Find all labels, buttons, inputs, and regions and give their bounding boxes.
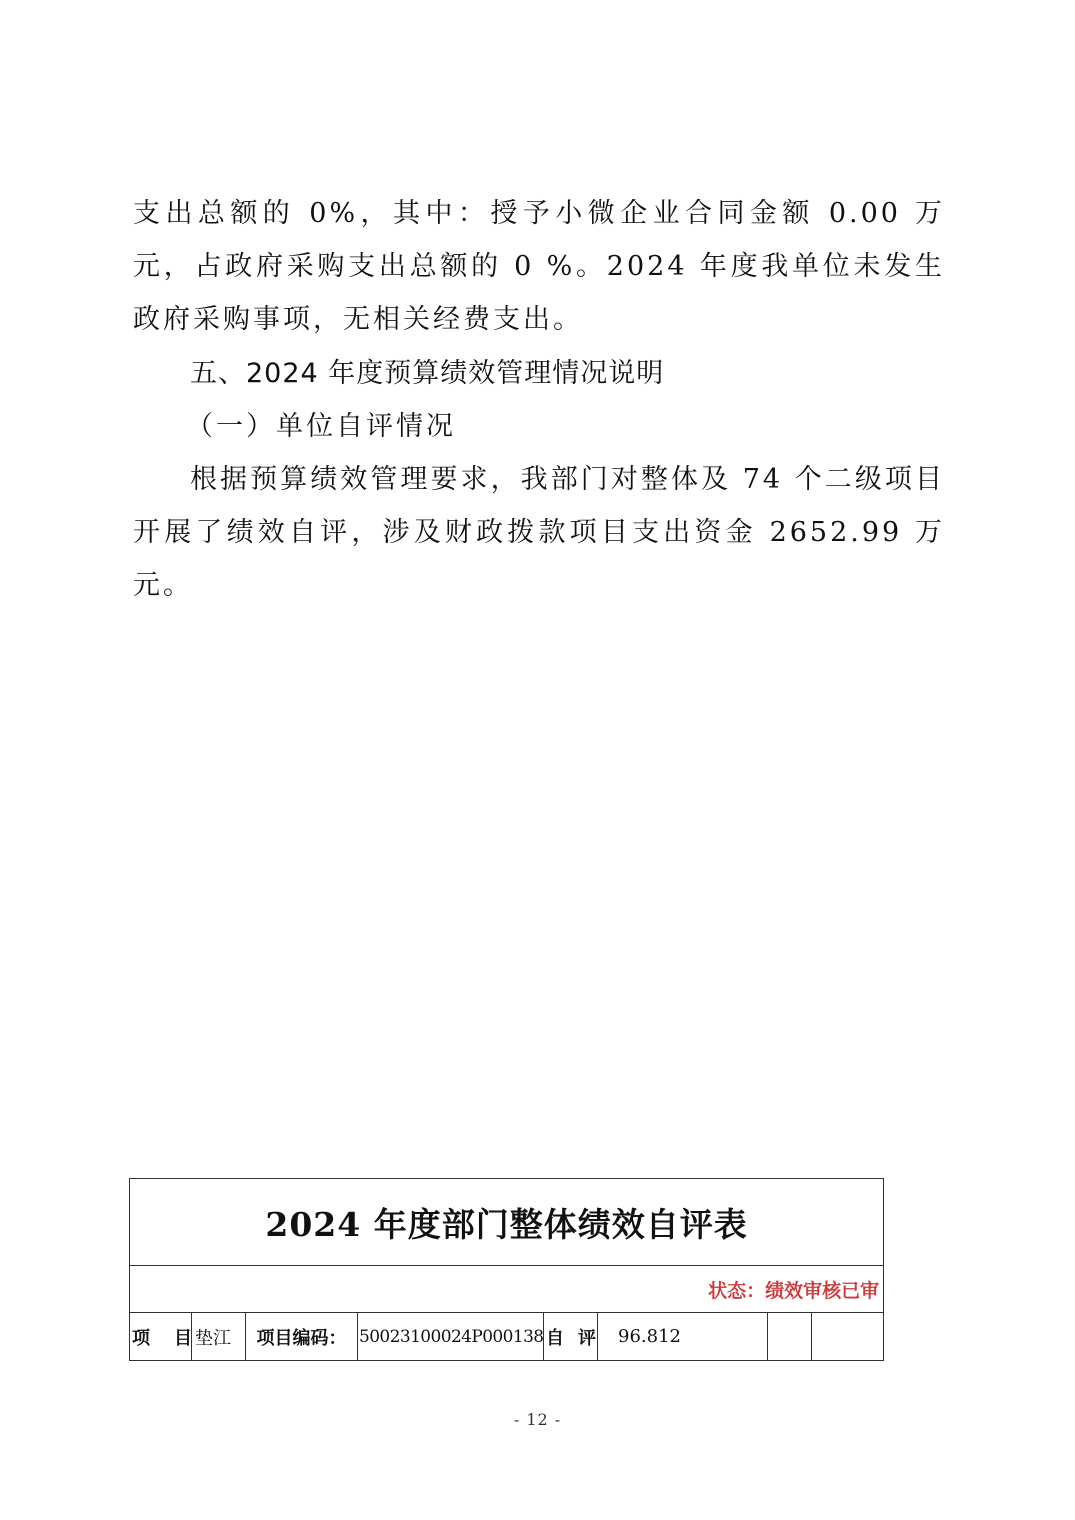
- evaluation-table: [129, 1178, 884, 1361]
- empty-cell: [768, 1313, 812, 1361]
- self-eval-label: 自 评: [544, 1313, 598, 1361]
- project-code-label: 项目编码：: [246, 1313, 358, 1361]
- project-name: 垫江: [192, 1313, 246, 1361]
- empty-cell: [812, 1313, 884, 1361]
- status-text: 状态：绩效审核已审: [130, 1266, 884, 1313]
- project-code: 50023100024P000138: [358, 1313, 544, 1361]
- page-number: - 12 -: [513, 1410, 562, 1429]
- table-row: [130, 1313, 884, 1361]
- section-heading: 五、2024 年度预算绩效管理情况说明: [190, 358, 665, 389]
- subsection-heading: （一）单位自评情况: [186, 411, 456, 442]
- paragraph-procurement: 支出总额的 0%，其中：授予小微企业合同金额 0.00 万元，占政府采购支出总额的 0 %。2024 年度我单位未发生政府采购事项，无相关经费支出。: [133, 198, 945, 335]
- paragraph-self-evaluation: 根据预算绩效管理要求，我部门对整体及 74 个二级项目开展了绩效自评，涉及财政拨款项目支出资金 2652.99 万元。: [133, 464, 945, 601]
- self-eval-score: 96.812: [598, 1313, 768, 1361]
- table-title: 2024 年度部门整体绩效自评表: [130, 1179, 884, 1266]
- project-label: 项 目: [130, 1313, 192, 1361]
